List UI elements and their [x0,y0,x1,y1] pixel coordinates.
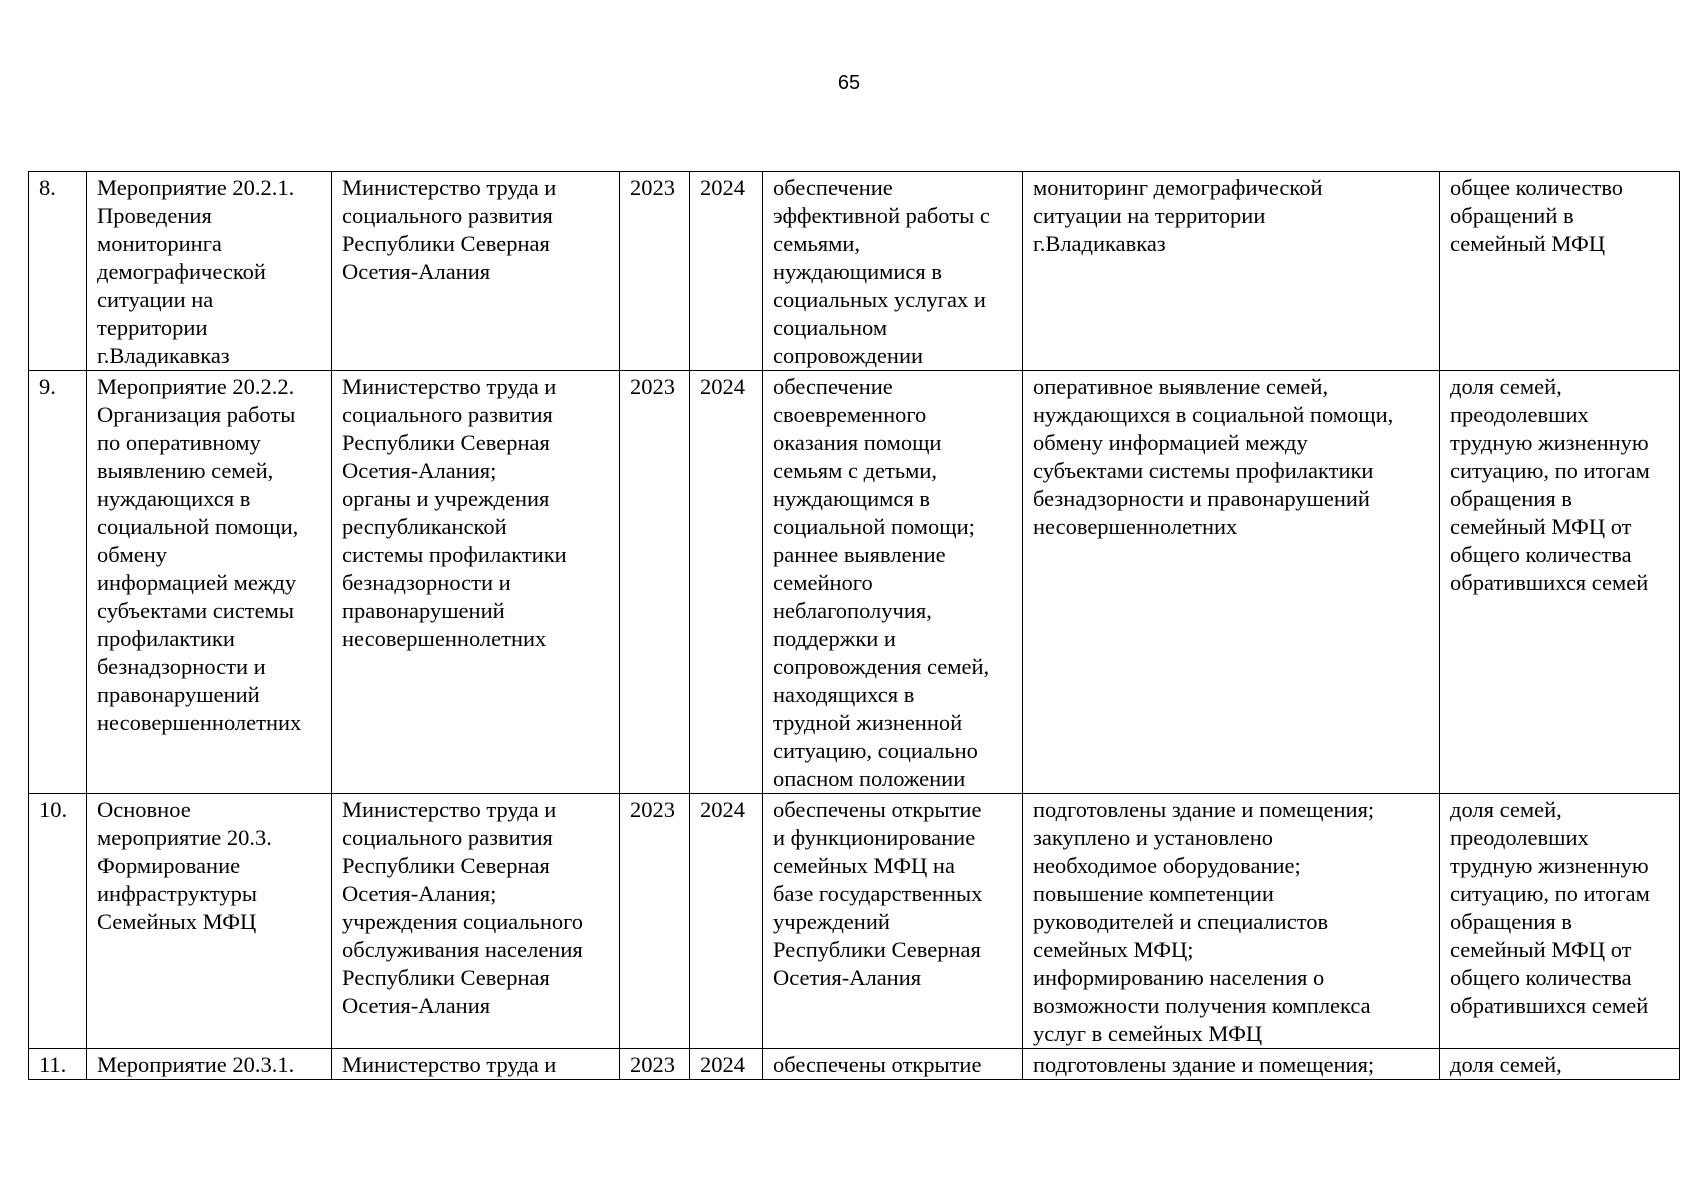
executor-cell [332,172,620,371]
cell-line: общего количества [1450,965,1632,990]
row-number-cell: 11. [29,1049,87,1080]
cell-line: Мероприятие 20.2.2. [97,374,295,399]
cell-line: преодолевших [1450,825,1589,850]
cell-line: Республики Северная [342,430,550,455]
cell-line: Осетия-Алания [342,259,491,284]
cell-line: обратившихся семей [1450,570,1649,595]
cell-line: трудной жизненной [773,710,963,735]
executor-cell [332,371,620,794]
result-cell [763,371,1023,794]
cell-line: семейных МФЦ на [773,853,955,878]
cell-line: правонарушений [97,682,260,707]
cell-line: социальной помощи, [97,514,299,539]
directions-cell [1023,371,1440,794]
cell-line: обмену информацией между [1033,430,1308,455]
cell-line: г.Владикавказ [1033,231,1166,256]
cell-line: и функционирование [773,825,976,850]
cell-line: своевременного [773,402,927,427]
directions-cell [1023,172,1440,371]
cell-line: Республики Северная [342,853,550,878]
cell-line: обеспечены открытие [773,1052,982,1077]
cell-line: несовершеннолетних [1033,514,1238,539]
cell-line: несовершеннолетних [342,626,547,651]
cell-line: семейный МФЦ [1450,231,1606,256]
result-cell [763,172,1023,371]
cell-line: социального развития [342,203,553,228]
cell-line: социального развития [342,402,553,427]
cell-line: социальных услугах и [773,287,986,312]
cell-line: информацией между [97,570,297,595]
table-row [29,794,1680,1049]
cell-line: эффективной работы с [773,203,990,228]
cell-line: ситуации на территории [1033,203,1266,228]
cell-line: Республики Северная [773,937,981,962]
cell-line: раннее выявление [773,542,946,567]
cell-line: доля семей, [1450,374,1562,399]
cell-line: инфраструктуры [97,881,257,906]
directions-cell [1023,1049,1440,1080]
cell-line: Основное [97,797,191,822]
executor-cell [332,794,620,1049]
cell-line: мониторинга [97,231,222,256]
cell-line: доля семей, [1450,1052,1562,1077]
indicator-cell [1440,794,1680,1049]
cell-line: учреждения социального [342,909,584,934]
cell-line: правонарушений [342,598,505,623]
cell-line: Министерство труда и [342,175,557,200]
cell-line: мониторинг демографической [1033,175,1323,200]
cell-line: общее количество [1450,175,1624,200]
cell-line: поддержки и [773,626,896,651]
event-cell [87,794,332,1049]
cell-line: социального развития [342,825,553,850]
start-year-cell: 2023 [620,794,690,1049]
cell-line: Мероприятие 20.3.1. [97,1052,295,1077]
cell-line: Осетия-Алания; [342,881,497,906]
cell-line: семьями, [773,231,861,256]
cell-line: обеспечение [773,374,893,399]
cell-line: информированию населения о [1033,965,1325,990]
directions-cell [1023,794,1440,1049]
cell-line: подготовлены здание и помещения; [1033,797,1375,822]
cell-line: возможности получения комплекса [1033,993,1371,1018]
start-year-cell: 2023 [620,172,690,371]
cell-line: нуждающихся в [97,486,251,511]
cell-line: Республики Северная [342,231,550,256]
cell-line: сопровождении [773,343,924,368]
cell-line: демографической [97,259,266,284]
event-cell [87,371,332,794]
cell-line: семейных МФЦ; [1033,937,1194,962]
cell-line: субъектами системы профилактики [1033,458,1374,483]
cell-line: социальном [773,315,888,340]
cell-line: общего количества [1450,542,1632,567]
cell-line: руководителей и специалистов [1033,909,1329,934]
cell-line: Министерство труда и [342,797,557,822]
row-number-cell: 8. [29,172,87,371]
cell-line: г.Владикавказ [97,343,230,368]
cell-line: подготовлены здание и помещения; [1033,1052,1375,1077]
cell-line: обмену [97,542,167,567]
cell-line: Министерство труда и [342,374,557,399]
end-year-cell: 2024 [690,794,763,1049]
cell-line: Осетия-Алания [342,993,491,1018]
result-cell [763,1049,1023,1080]
cell-line: ситуацию, по итогам [1450,458,1650,483]
row-number-cell: 10. [29,794,87,1049]
cell-line: семьям с детьми, [773,458,938,483]
cell-line: Организация работы [97,402,296,427]
cell-line: ситуации на [97,287,214,312]
start-year-cell: 2023 [620,1049,690,1080]
cell-line: повышение компетенции [1033,881,1274,906]
cell-line: необходимое оборудование; [1033,853,1301,878]
cell-line: преодолевших [1450,402,1589,427]
cell-line: находящихся в [773,682,915,707]
cell-line: нуждающимся в [773,486,930,511]
cell-line: оказания помощи [773,430,942,455]
cell-line: обратившихся семей [1450,993,1649,1018]
event-cell [87,1049,332,1080]
row-number-cell: 9. [29,371,87,794]
cell-line: ситуацию, социально [773,738,978,763]
cell-line: выявлению семей, [97,458,274,483]
end-year-cell: 2024 [690,1049,763,1080]
cell-line: опасном положении [773,766,966,791]
cell-line: безнадзорности и [342,570,511,595]
table-row [29,1049,1680,1080]
cell-line: безнадзорности и правонарушений [1033,486,1370,511]
start-year-cell: 2023 [620,371,690,794]
cell-line: услуг в семейных МФЦ [1033,1021,1263,1046]
indicator-cell [1440,371,1680,794]
cell-line: Мероприятие 20.2.1. [97,175,295,200]
table-row [29,371,1680,794]
cell-line: обеспечены открытие [773,797,982,822]
cell-line: несовершеннолетних [97,710,302,735]
cell-line: сопровождения семей, [773,654,990,679]
cell-line: Осетия-Алания [773,965,922,990]
cell-line: по оперативному [97,430,261,455]
cell-line: обращений в [1450,203,1574,228]
cell-line: обращения в [1450,486,1572,511]
page-number: 65 [837,72,861,94]
cell-line: доля семей, [1450,797,1562,822]
cell-line: Республики Северная [342,965,550,990]
cell-line: семейный МФЦ от [1450,937,1632,962]
indicator-cell [1440,1049,1680,1080]
measures-table [28,171,1680,1080]
end-year-cell: 2024 [690,371,763,794]
cell-line: семейный МФЦ от [1450,514,1632,539]
table-body [29,172,1680,1080]
executor-cell [332,1049,620,1080]
end-year-cell: 2024 [690,172,763,371]
cell-line: социальной помощи; [773,514,975,539]
cell-line: неблагополучия, [773,598,932,623]
cell-line: территории [97,315,208,340]
cell-line: нуждающихся в социальной помощи, [1033,402,1394,427]
cell-line: закуплено и установлено [1033,825,1274,850]
cell-line: обращения в [1450,909,1572,934]
event-cell [87,172,332,371]
cell-line: органы и учреждения [342,486,550,511]
result-cell [763,794,1023,1049]
cell-line: трудную жизненную [1450,853,1649,878]
cell-line: семейного [773,570,873,595]
cell-line: Министерство труда и [342,1052,557,1077]
cell-line: учреждений [773,909,890,934]
cell-line: мероприятие 20.3. [97,825,272,850]
cell-line: Проведения [97,203,212,228]
cell-line: ситуацию, по итогам [1450,881,1650,906]
cell-line: нуждающимися в [773,259,943,284]
cell-line: оперативное выявление семей, [1033,374,1329,399]
cell-line: республиканской [342,514,507,539]
cell-line: Семейных МФЦ [97,909,257,934]
cell-line: трудную жизненную [1450,430,1649,455]
cell-line: Формирование [97,853,241,878]
cell-line: профилактики [97,626,235,651]
indicator-cell [1440,172,1680,371]
cell-line: обеспечение [773,175,893,200]
cell-line: безнадзорности и [97,654,266,679]
cell-line: субъектами системы [97,598,294,623]
cell-line: обслуживания населения [342,937,583,962]
table-row [29,172,1680,371]
cell-line: системы профилактики [342,542,567,567]
cell-line: Осетия-Алания; [342,458,497,483]
cell-line: базе государственных [773,881,983,906]
